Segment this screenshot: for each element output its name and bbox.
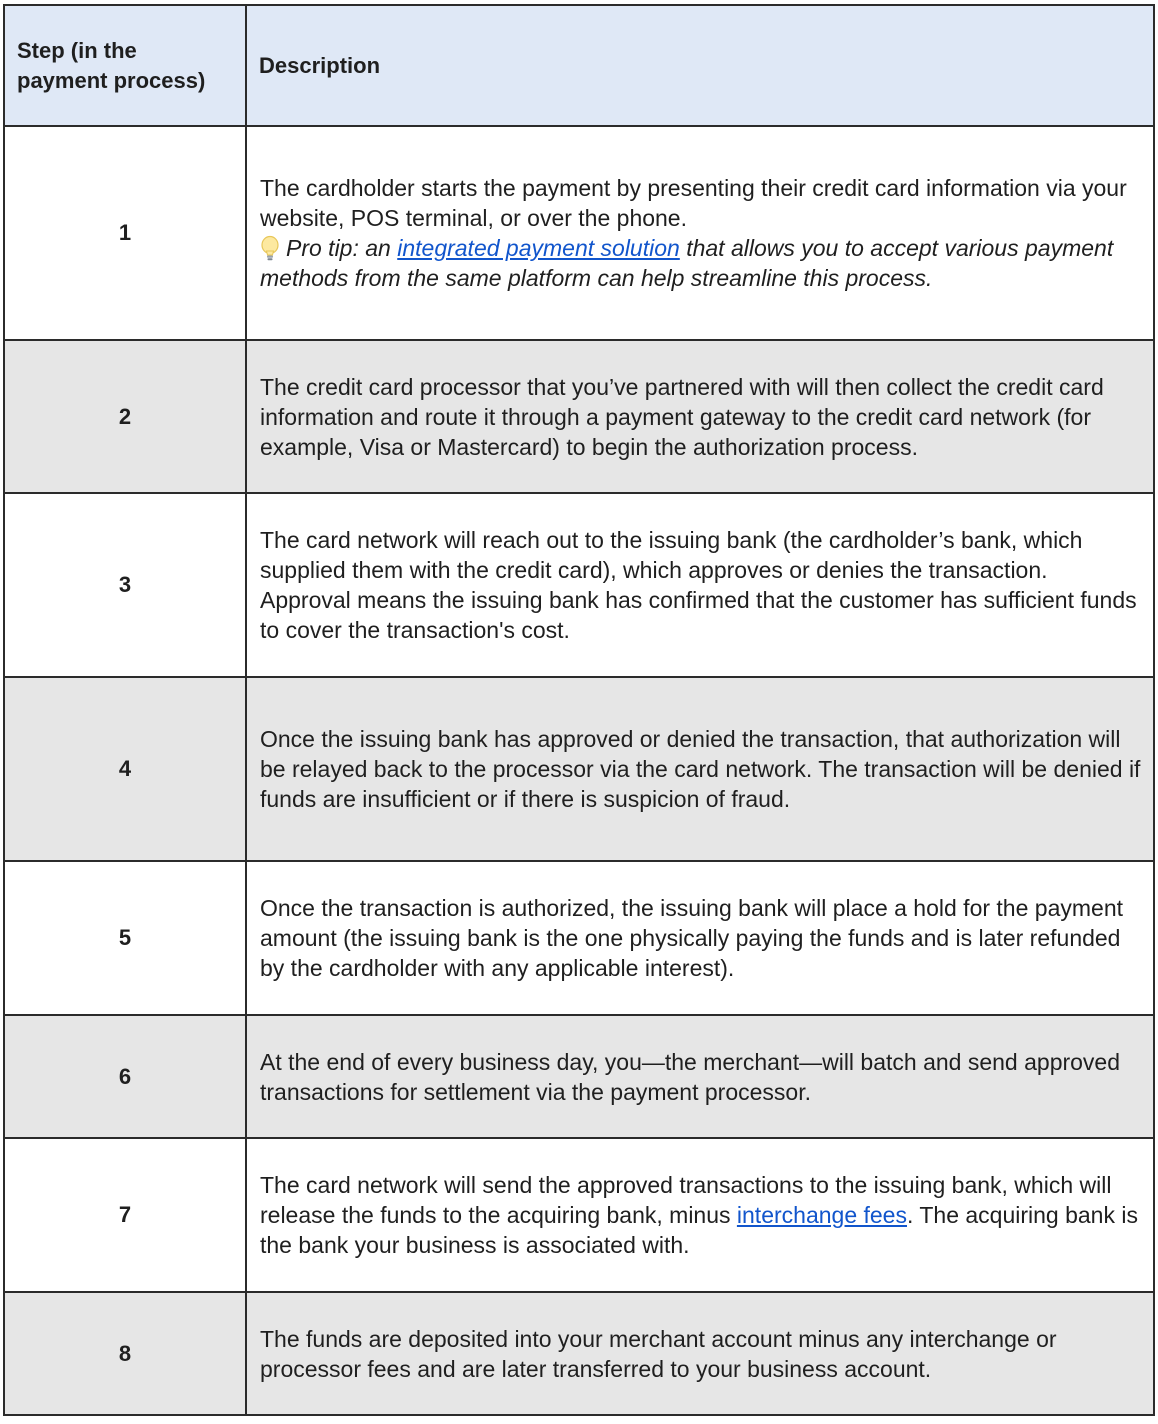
step-number: 4 (4, 677, 246, 861)
step-number: 6 (4, 1015, 246, 1138)
step-description: The funds are deposited into your merchant account minus any interchange or processor fees and are later transferred to your business account. (246, 1292, 1154, 1415)
pro-tip (260, 233, 1141, 293)
table-row (4, 677, 1154, 861)
table-row (4, 1138, 1154, 1292)
step-number: 5 (4, 861, 246, 1015)
description-column-header: Description (246, 5, 1154, 126)
table-row (4, 1292, 1154, 1415)
step-description: Once the issuing bank has approved or denied the transaction, that authorization will be relayed back to the processor via the card network. The transaction will be denied if funds are insufficient or if there is suspicion of fraud. (246, 677, 1154, 861)
table-row (4, 126, 1154, 340)
lightbulb-icon (260, 233, 282, 263)
table-row (4, 861, 1154, 1015)
step-description: The card network will reach out to the issuing bank (the cardholder’s bank, which supplied them with the credit card), which approves or denies the transaction. Approval means the issuing bank has confirmed that the customer has sufficient funds to cover the transaction's cost. (246, 493, 1154, 677)
table-row (4, 1015, 1154, 1138)
step-description: Once the transaction is authorized, the issuing bank will place a hold for the payment amount (the issuing bank is the one physically paying the funds and is later refunded by the cardholder with any applicable interest). (246, 861, 1154, 1015)
step-number: 8 (4, 1292, 246, 1415)
interchange-fees-link[interactable]: interchange fees (736, 1202, 907, 1228)
step-description: The credit card processor that you’ve partnered with will then collect the credit card information and route it through a payment gateway to the credit card network (for example, Visa or Mastercard) to begin the authorization process. (246, 340, 1154, 493)
integrated-payment-link[interactable]: integrated payment solution (397, 235, 680, 261)
step-number: 7 (4, 1138, 246, 1292)
step-text: The cardholder starts the payment by presenting their credit card information via your website, POS terminal, or over the phone. (260, 175, 1127, 231)
step-text-post: . The acquiring bank is the bank your business is associated with. (260, 1202, 1138, 1258)
step-description: At the end of every business day, you—the merchant—will batch and send approved transactions for settlement via the payment processor. (246, 1015, 1154, 1138)
step-number: 1 (4, 126, 246, 340)
table-row (4, 493, 1154, 677)
step-column-header: Step (in the payment process) (4, 5, 246, 126)
step-description (246, 126, 1154, 340)
step-text-pre: The card network will send the approved transactions to the issuing bank, which will release the funds to the acquiring bank, minus (260, 1172, 1112, 1228)
payment-steps-table (3, 4, 1155, 1416)
step-description (246, 1138, 1154, 1292)
table-header-row (4, 5, 1154, 126)
tip-pre: Pro tip: an (286, 235, 398, 261)
step-number: 2 (4, 340, 246, 493)
tip-post: that allows you to accept various payment methods from the same platform can help streamline this process. (260, 235, 1114, 291)
step-number: 3 (4, 493, 246, 677)
table-row (4, 340, 1154, 493)
